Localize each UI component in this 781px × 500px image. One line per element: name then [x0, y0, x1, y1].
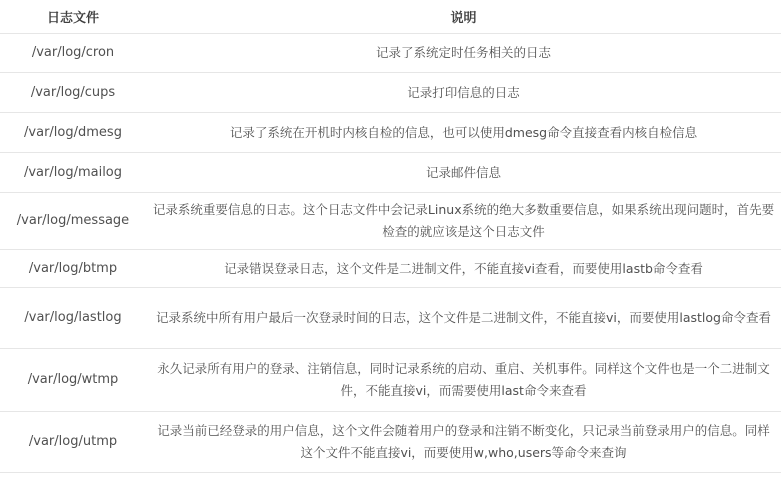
log-path: /var/log/message [0, 193, 146, 250]
log-description: 永久记录所有用户的登录、注销信息，同时记录系统的启动、重启、关机事件。同样这个文件也是一个二进制文件，不能直接vi，而需要使用last命令来查看 [146, 349, 781, 412]
log-path: /var/log/mailog [0, 153, 146, 193]
log-description: 记录了系统定时任务相关的日志 [146, 34, 781, 73]
log-description: 记录打印信息的日志 [146, 73, 781, 113]
table-row [0, 288, 781, 349]
log-path: /var/log/wtmp [0, 349, 146, 412]
table-row [0, 193, 781, 250]
log-description: 记录邮件信息 [146, 153, 781, 193]
table-row [0, 34, 781, 73]
table-row [0, 412, 781, 473]
log-path: /var/log/cups [0, 73, 146, 113]
header-description: 说明 [146, 0, 781, 34]
log-description: 记录系统重要信息的日志。这个日志文件中会记录Linux系统的绝大多数重要信息，如果系统出现问题时，首先要检查的就应该是这个日志文件 [146, 193, 781, 250]
log-path: /var/log/cron [0, 34, 146, 73]
log-description: 记录当前已经登录的用户信息，这个文件会随着用户的登录和注销不断变化，只记录当前登录用户的信息。同样这个文件不能直接vi，而要使用w,who,users等命令来查询 [146, 412, 781, 473]
table-row [0, 73, 781, 113]
log-path: /var/log/lastlog [0, 288, 146, 349]
header-log-file: 日志文件 [0, 0, 146, 34]
log-description: 记录系统中所有用户最后一次登录时间的日志，这个文件是二进制文件，不能直接vi，而要使用lastlog命令查看 [146, 288, 781, 349]
table-row [0, 113, 781, 153]
log-path: /var/log/utmp [0, 412, 146, 473]
table-row [0, 153, 781, 193]
log-description: 记录错误登录日志，这个文件是二进制文件，不能直接vi查看，而要使用lastb命令查看 [146, 250, 781, 288]
log-path: /var/log/dmesg [0, 113, 146, 153]
table-row [0, 349, 781, 412]
table-row [0, 250, 781, 288]
log-description: 记录了系统在开机时内核自检的信息，也可以使用dmesg命令直接查看内核自检信息 [146, 113, 781, 153]
table-header-row [0, 0, 781, 34]
log-path: /var/log/btmp [0, 250, 146, 288]
